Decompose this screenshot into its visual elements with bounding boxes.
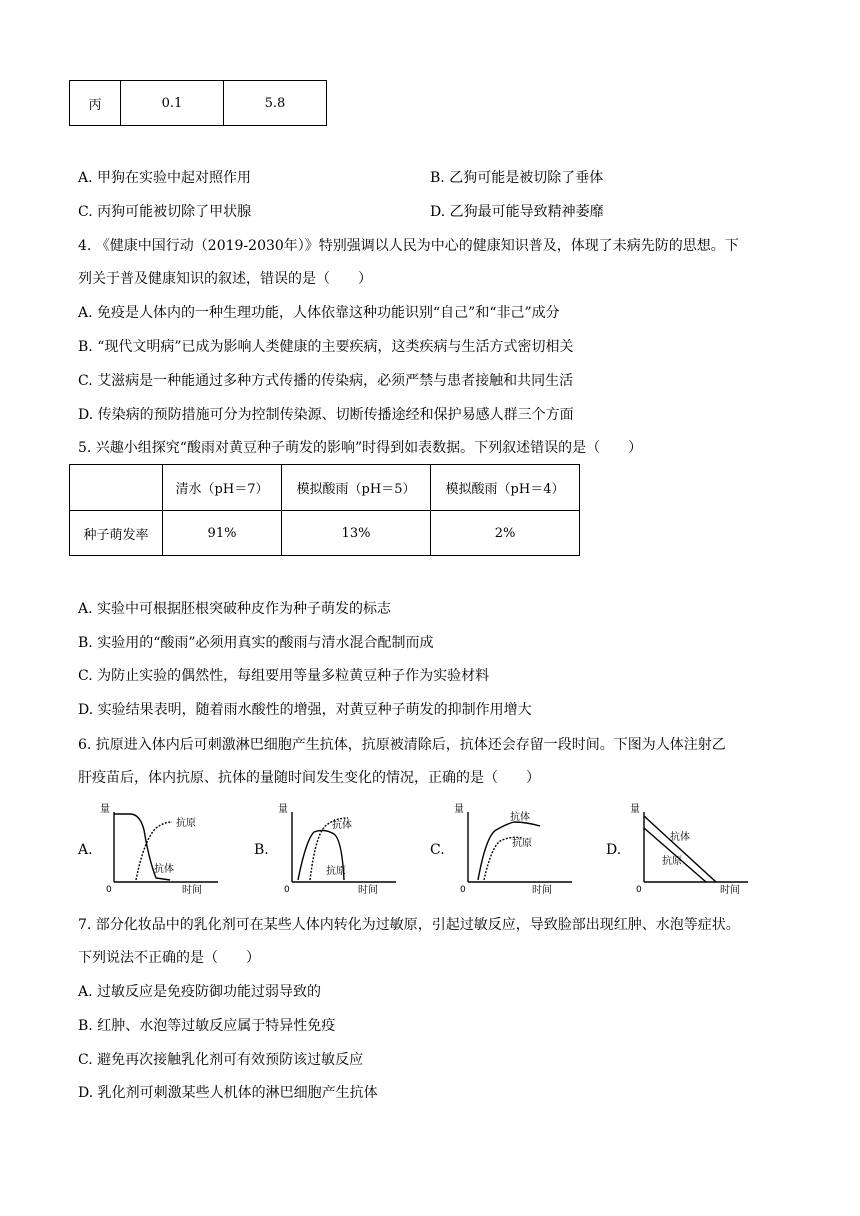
q6-stem-line2: 肝疫苗后，体内抗原、抗体的量随时间发生变化的情况，正确的是（ ）: [78, 770, 540, 786]
graph-c: [450, 800, 580, 896]
q6-stem-line1: 6. 抗原进入体内后可刺激淋巴细胞产生抗体，抗原被清除后，抗体还会存留一段时间。下图为人体注射乙: [78, 737, 726, 753]
q5-option-a: A. 实验中可根据胚根突破种皮作为种子萌发的标志: [78, 601, 392, 617]
graph-d: [626, 800, 756, 896]
q7-stem-line2: 下列说法不正确的是（ ）: [78, 950, 260, 966]
q4-option-c: C. 艾滋病是一种能通过多种方式传播的传染病，必须严禁与患者接触和共同生活: [78, 373, 574, 389]
q5-data-table: [69, 464, 580, 556]
antibody-line: [644, 816, 716, 882]
antibody-label: 抗体: [332, 820, 352, 831]
y-axis-label: 量: [630, 804, 640, 815]
x-axis-label: 时间: [532, 885, 552, 896]
q4-stem-line2: 列关于普及健康知识的叙述，错误的是（ ）: [78, 271, 372, 287]
y-axis-label: 量: [278, 804, 288, 815]
q3-option-b: B. 乙狗可能是被切除了垂体: [430, 170, 604, 186]
q4-stem-line1: 4. 《健康中国行动（2019-2030年）》特别强调以人民为中心的健康知识普及，体现了未病先防的思想。下: [78, 238, 739, 254]
y-axis-label: 量: [454, 804, 464, 815]
table-cell: 5.8: [224, 81, 327, 126]
x-axis-label: 时间: [358, 885, 378, 896]
graph-b: [274, 800, 404, 896]
q7-option-c: C. 避免再次接触乳化剂可有效预防该过敏反应: [78, 1052, 364, 1068]
q4-option-b: B. “现代文明病”已成为影响人类健康的主要疾病，这类疾病与生活方式密切相关: [78, 339, 574, 355]
q6-option-d-label: D.: [606, 842, 622, 858]
q3-option-d: D. 乙狗最可能导致精神萎靡: [430, 204, 604, 220]
y-axis-label: 量: [100, 804, 110, 815]
table-continued: [69, 80, 327, 126]
q3-option-c: C. 丙狗可能被切除了甲状腺: [78, 204, 252, 220]
q4-option-d: D. 传染病的预防措施可分为控制传染源、切断传播途经和保护易感人群三个方面: [78, 407, 574, 423]
antigen-label: 抗原: [662, 856, 682, 867]
q6-option-b-label: B.: [254, 842, 269, 858]
table-cell: 13%: [282, 511, 431, 556]
q3-option-a: A. 甲狗在实验中起对照作用: [78, 170, 252, 186]
table-cell: 91%: [163, 511, 282, 556]
q6-option-c-label: C.: [430, 842, 445, 858]
q5-option-b: B. 实验用的“酸雨”必须用真实的酸雨与清水混合配制而成: [78, 635, 434, 651]
q7-stem-line1: 7. 部分化妆品中的乳化剂可在某些人体内转化为过敏原，引起过敏反应，导致脸部出现红肿、水泡等症状。: [78, 917, 740, 933]
table-header-cell: 清水（pH＝7）: [163, 465, 282, 511]
origin-label: 0: [284, 885, 290, 895]
graph-a: [96, 800, 226, 896]
table-cell: 2%: [431, 511, 580, 556]
origin-label: 0: [636, 885, 642, 895]
origin-label: 0: [106, 885, 112, 895]
antibody-label: 抗体: [510, 812, 530, 823]
table-cell: 0.1: [121, 81, 224, 126]
antibody-label: 抗体: [670, 832, 690, 843]
q5-option-d: D. 实验结果表明，随着雨水酸性的增强，对黄豆种子萌发的抑制作用增大: [78, 702, 532, 718]
antibody-label: 抗体: [154, 864, 174, 875]
q4-option-a: A. 免疫是人体内的一种生理功能，人体依靠这种功能识别“自己”和“非己”成分: [78, 305, 560, 321]
q5-option-c: C. 为防止实验的偶然性，每组要用等量多粒黄豆种子作为实验材料: [78, 668, 490, 684]
table-header-cell: 模拟酸雨（pH＝4）: [431, 465, 580, 511]
q5-stem: 5. 兴趣小组探究“酸雨对黄豆种子萌发的影响”时得到如表数据。下列叙述错误的是（ ）: [78, 440, 643, 456]
table-cell: 丙: [70, 81, 121, 126]
table-header-cell: 模拟酸雨（pH＝5）: [282, 465, 431, 511]
antigen-label: 抗原: [176, 818, 196, 829]
antigen-label: 抗原: [326, 866, 346, 877]
x-axis-label: 时间: [720, 885, 740, 896]
q7-option-a: A. 过敏反应是免疫防御功能过弱导致的: [78, 984, 322, 1000]
q6-option-a-label: A.: [78, 842, 93, 858]
antigen-label: 抗原: [512, 838, 532, 849]
table-row-label: 种子萌发率: [70, 511, 163, 556]
x-axis-label: 时间: [182, 885, 202, 896]
q7-option-b: B. 红肿、水泡等过敏反应属于特异性免疫: [78, 1018, 336, 1034]
table-header-cell: [70, 465, 163, 511]
q7-option-d: D. 乳化剂可刺激某些人机体的淋巴细胞产生抗体: [78, 1085, 378, 1101]
origin-label: 0: [460, 885, 466, 895]
antibody-curve: [478, 822, 540, 880]
